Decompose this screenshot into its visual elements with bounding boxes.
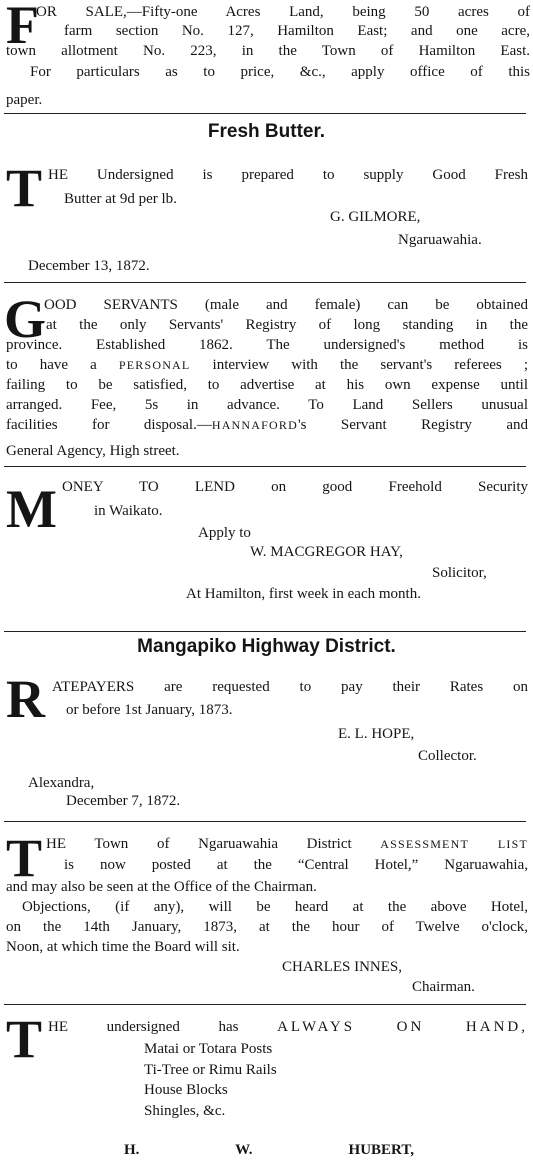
- drop-cap: T: [6, 158, 43, 218]
- column-rule: [4, 1004, 526, 1005]
- ad-heading: Fresh Butter.: [207, 121, 326, 142]
- signature-name: E. L. HOPE,: [338, 726, 415, 742]
- ad-heading: Mangapiko Highway District.: [137, 636, 396, 657]
- column-rule: [4, 113, 526, 114]
- ad-text-line: At Hamilton, first week in each month.: [186, 586, 421, 602]
- column-rule: [4, 282, 526, 283]
- signature-role: Solicitor,: [432, 565, 487, 581]
- ad-text-line: or before 1st January, 1873.: [66, 702, 233, 718]
- ad-text-line: Objections, (if any), will be heard at the above Hotel,: [22, 899, 528, 915]
- ad-text-line: facilities for disposal.—HANNAFORD's Servant Registry and: [6, 417, 528, 433]
- ad-text-line: to have a PERSONAL interview with the servant's referees ;: [6, 357, 528, 373]
- signature-role: Chairman.: [412, 979, 475, 995]
- ad-text-line: ONEY TO LEND on good Freehold Security: [62, 479, 528, 495]
- drop-cap: T: [6, 828, 43, 888]
- ad-text-line: arranged. Fee, 5s in advance. To Land Sellers unusual: [6, 397, 528, 413]
- ad-text-line: General Agency, High street.: [6, 443, 180, 459]
- ad-text-line: OOD SERVANTS (male and female) can be obtained: [44, 297, 528, 313]
- ad-text-line: farm section No. 127, Hamilton East; and one acre,: [64, 23, 530, 39]
- ad-text-line: and may also be seen at the Office of the Chairman.: [6, 879, 317, 895]
- ad-text-line: Noon, at which time the Board will sit.: [6, 939, 240, 955]
- drop-cap: M: [6, 479, 57, 539]
- ad-text-line: HE Undersigned is prepared to supply Good Fresh: [48, 167, 528, 183]
- ad-text-line: Butter at 9d per lb.: [64, 191, 177, 207]
- ad-text-line: HE Town of Ngaruawahia District ASSESSMENT LIST: [46, 836, 528, 852]
- ad-text-line: province. Established 1862. The undersigned's method is: [6, 337, 528, 353]
- list-item: Matai or Totara Posts: [144, 1041, 273, 1057]
- signature-role: Collector.: [418, 748, 477, 764]
- drop-cap: R: [6, 669, 45, 729]
- ad-text-line: town allotment No. 223, in the Town of Hamilton East.: [6, 43, 530, 59]
- list-item: House Blocks: [144, 1082, 228, 1098]
- signature-name: H. W. HUBERT,: [124, 1142, 414, 1158]
- column-rule: [4, 466, 526, 467]
- list-item: Ti-Tree or Rimu Rails: [144, 1062, 277, 1078]
- list-item: Shingles, &c.: [144, 1103, 226, 1119]
- column-rule: [4, 821, 526, 822]
- signature-name: CHARLES INNES,: [282, 959, 403, 975]
- ad-text-line: failing to be satisfied, to advertise at his own expense until: [6, 377, 528, 393]
- drop-cap: T: [6, 1009, 43, 1069]
- ad-text-line: For particulars as to price, &c., apply office of this: [30, 64, 530, 80]
- ad-place: Alexandra,: [28, 775, 95, 791]
- ad-text-line: paper.: [6, 92, 43, 108]
- ad-date: December 7, 1872.: [66, 793, 181, 809]
- ad-text-line: ATEPAYERS are requested to pay their Rates on: [52, 679, 528, 695]
- ad-text-line: on the 14th January, 1873, at the hour of Twelve o'clock,: [6, 919, 528, 935]
- ad-text-line: at the only Servants' Registry of long standing in the: [46, 317, 528, 333]
- drop-cap: G: [4, 289, 47, 349]
- ad-text-line: HE undersigned has ALWAYS ON HAND,: [48, 1019, 528, 1035]
- signature-place: Ngaruawahia.: [398, 232, 482, 248]
- ad-date: December 13, 1872.: [28, 258, 150, 274]
- signature-name: W. MACGREGOR HAY,: [250, 544, 403, 560]
- ad-text-line: in Waikato.: [94, 503, 163, 519]
- column-rule: [4, 631, 526, 632]
- signature-name: G. GILMORE,: [330, 209, 421, 225]
- ad-text-line: Apply to: [198, 525, 251, 541]
- ad-text-line: OR SALE,—Fifty-one Acres Land, being 50 acres of: [36, 4, 530, 20]
- drop-cap: F: [6, 0, 39, 55]
- ad-text-line: is now posted at the “Central Hotel,” Ngaruawahia,: [64, 857, 528, 873]
